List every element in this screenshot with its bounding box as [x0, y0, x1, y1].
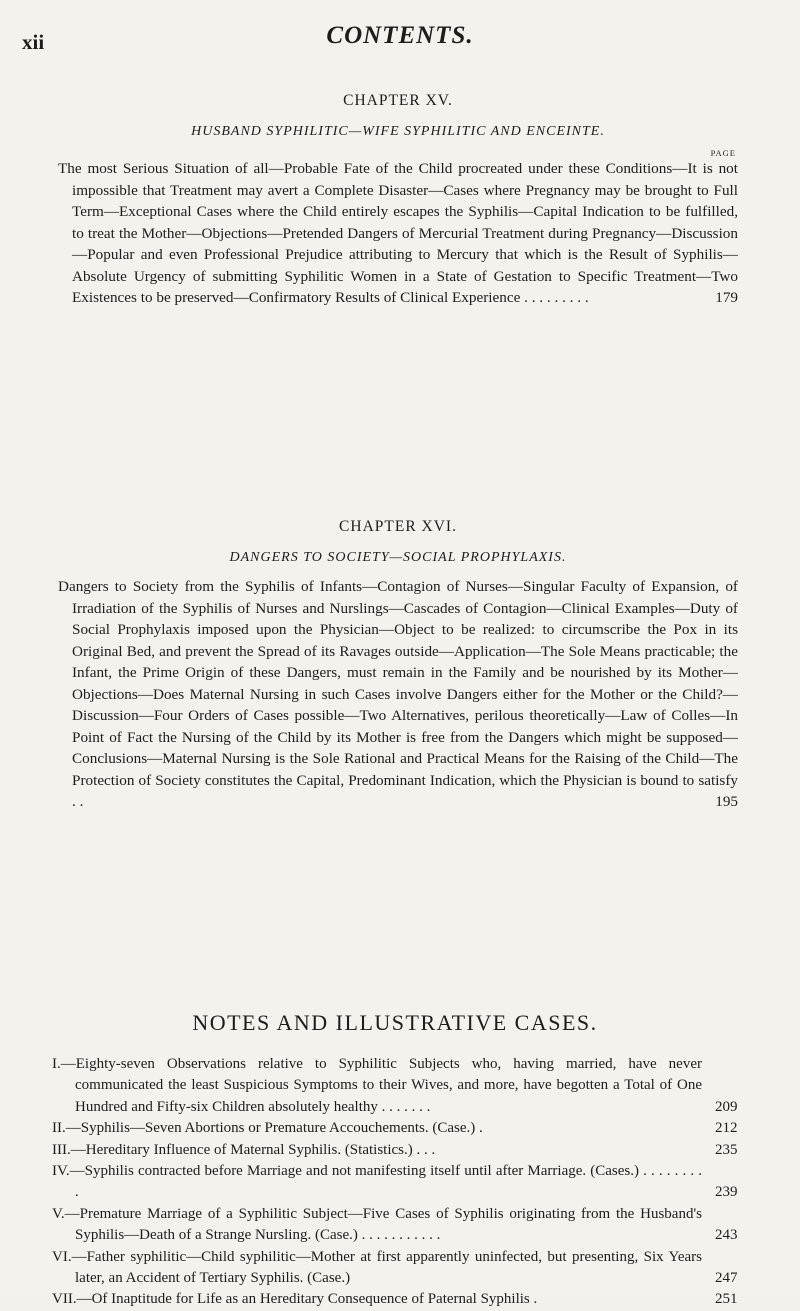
chapter-16-section	[58, 518, 738, 813]
note-text: III.—Hereditary Influence of Maternal Syphilis. (Statistics.) . . .	[52, 1141, 436, 1158]
notes-heading: NOTES AND ILLUSTRATIVE CASES.	[192, 1010, 598, 1035]
chapter-subtitle: HUSBAND SYPHILITIC—WIFE SYPHILITIC AND ENCEINTE.	[191, 124, 605, 139]
note-item: II.—Syphilis—Seven Abortions or Premature Accouchements. (Case.) . 212	[52, 1120, 738, 1137]
chapter-heading: CHAPTER XVI.	[339, 518, 457, 535]
note-text: VII.—Of Inaptitude for Life as an Hereditary Consequence of Paternal Syphilis .	[52, 1291, 538, 1308]
chapter-heading: CHAPTER XV.	[343, 92, 453, 109]
note-item: VI.—Father syphilitic—Child syphilitic—Mother at first apparently uninfected, but presenting, Six Years later, an Accident of Tertiary Syphilis. (Case.) 247	[52, 1248, 738, 1287]
chapter-15-section	[58, 92, 738, 309]
page-folio: xii	[22, 30, 45, 54]
notes-section	[52, 1010, 738, 1311]
note-item: IV.—Syphilis contracted before Marriage and not manifesting itself until after Marriage. (Cases.) . . . . . . . . . 239	[52, 1163, 738, 1201]
note-item: V.—Premature Marriage of a Syphilitic Subject—Five Cases of Syphilis originating from the Husband's Syphilis—Death of a Strange Nursling. (Case.) . . . . . . . . . . . 243	[52, 1205, 738, 1244]
note-item: I.—Eighty-seven Observations relative to Syphilitic Subjects who, having married, have never communicated the least Suspicious Symptoms to their Wives, and more, have begotten a Total of One Hundred and Fifty-six Children absolutely healthy . . . . . . . 209	[52, 1056, 738, 1115]
chapter-subtitle: DANGERS TO SOCIETY—SOCIAL PROPHYLAXIS.	[229, 550, 567, 565]
note-item: VII.—Of Inaptitude for Life as an Hereditary Consequence of Paternal Syphilis . 251	[52, 1291, 738, 1308]
note-text: II.—Syphilis—Seven Abortions or Premature Accouchements. (Case.) .	[52, 1120, 483, 1137]
note-text: VI.—Father syphilitic—Child syphilitic—Mother at first apparently uninfected, but presenting, Six Years later, an Accident of Tertiary Syphilis. (Case.)	[52, 1248, 702, 1287]
note-item: III.—Hereditary Influence of Maternal Syphilis. (Statistics.) . . . 235	[52, 1141, 738, 1158]
chapter-summary-text: Dangers to Society from the Syphilis of Infants—Contagion of Nurses—Singular Faculty of Expansion, of Irradiation of the Syphilis of Nurses and Nurslings—Cascades of Contagion—Clinical Examples—Duty of Social Prophylaxis imposed upon the Physician—Object to be realized: to circumscribe the Pox in its Original Bed, and prevent the Spread of its Ravages outside—Application—The Sole Means practicable; the Infant, the Prime Origin of these Dangers, must remain in the Family and be nourished by its Mother—Objections—Does Maternal Nursing in such Cases involve Dangers either for the Mother or the Child?—Discussion—Four Orders of Cases possible—Two Alternatives, perilous theoretically—Law of Colles—In Point of Fact the Nursing of the Child by its Mother is free from the Dangers which might be supposed—Conclusions—Maternal Nursing is the Sole Rational and Practical Means for the Raising of the Child—The Protection of Society constitutes the Capital, Predominant Indication, which the Physician is bound to satisfy . .	[58, 578, 738, 810]
page-number: 195	[715, 793, 738, 810]
note-text: IV.—Syphilis contracted before Marriage and not manifesting itself until after Marriage. (Cases.) . . . . . . . . .	[52, 1163, 702, 1201]
running-head: CONTENTS.	[326, 22, 474, 49]
note-text: I.—Eighty-seven Observations relative to Syphilitic Subjects who, having married, have never communicated the least Suspicious Symptoms to their Wives, and more, have begotten a Total of One Hundred and Fifty-six Children absolutely healthy . . . . . . .	[52, 1056, 702, 1115]
page-column-label: PAGE	[710, 148, 736, 158]
chapter-summary-text: The most Serious Situation of all—Probable Fate of the Child procreated under these Conditions—It is not impossible that Treatment may avert a Complete Disaster—Cases where Pregnancy may be brought to Full Term—Exceptional Cases where the Child entirely escapes the Syphilis—Capital Indication to be fulfilled, to treat the Mother—Objections—Pretended Dangers of Mercurial Treatment during Pregnancy—Discussion—Popular and even Professional Prejudice attributing to Mercury that which is the Result of Syphilis—Absolute Urgency of submitting Syphilitic Women in a State of Gestation to Specific Treatment—Two Existences to be preserved—Confirmatory Results of Clinical Experience . . . . . . . . .	[58, 160, 738, 306]
page-number: 179	[715, 289, 738, 306]
chapter-summary	[58, 158, 738, 309]
note-text: V.—Premature Marriage of a Syphilitic Subject—Five Cases of Syphilis originating from the Husband's Syphilis—Death of a Strange Nursling. (Case.) . . . . . . . . . . .	[52, 1205, 702, 1244]
chapter-summary	[58, 576, 738, 813]
notes-list	[52, 1054, 738, 1311]
